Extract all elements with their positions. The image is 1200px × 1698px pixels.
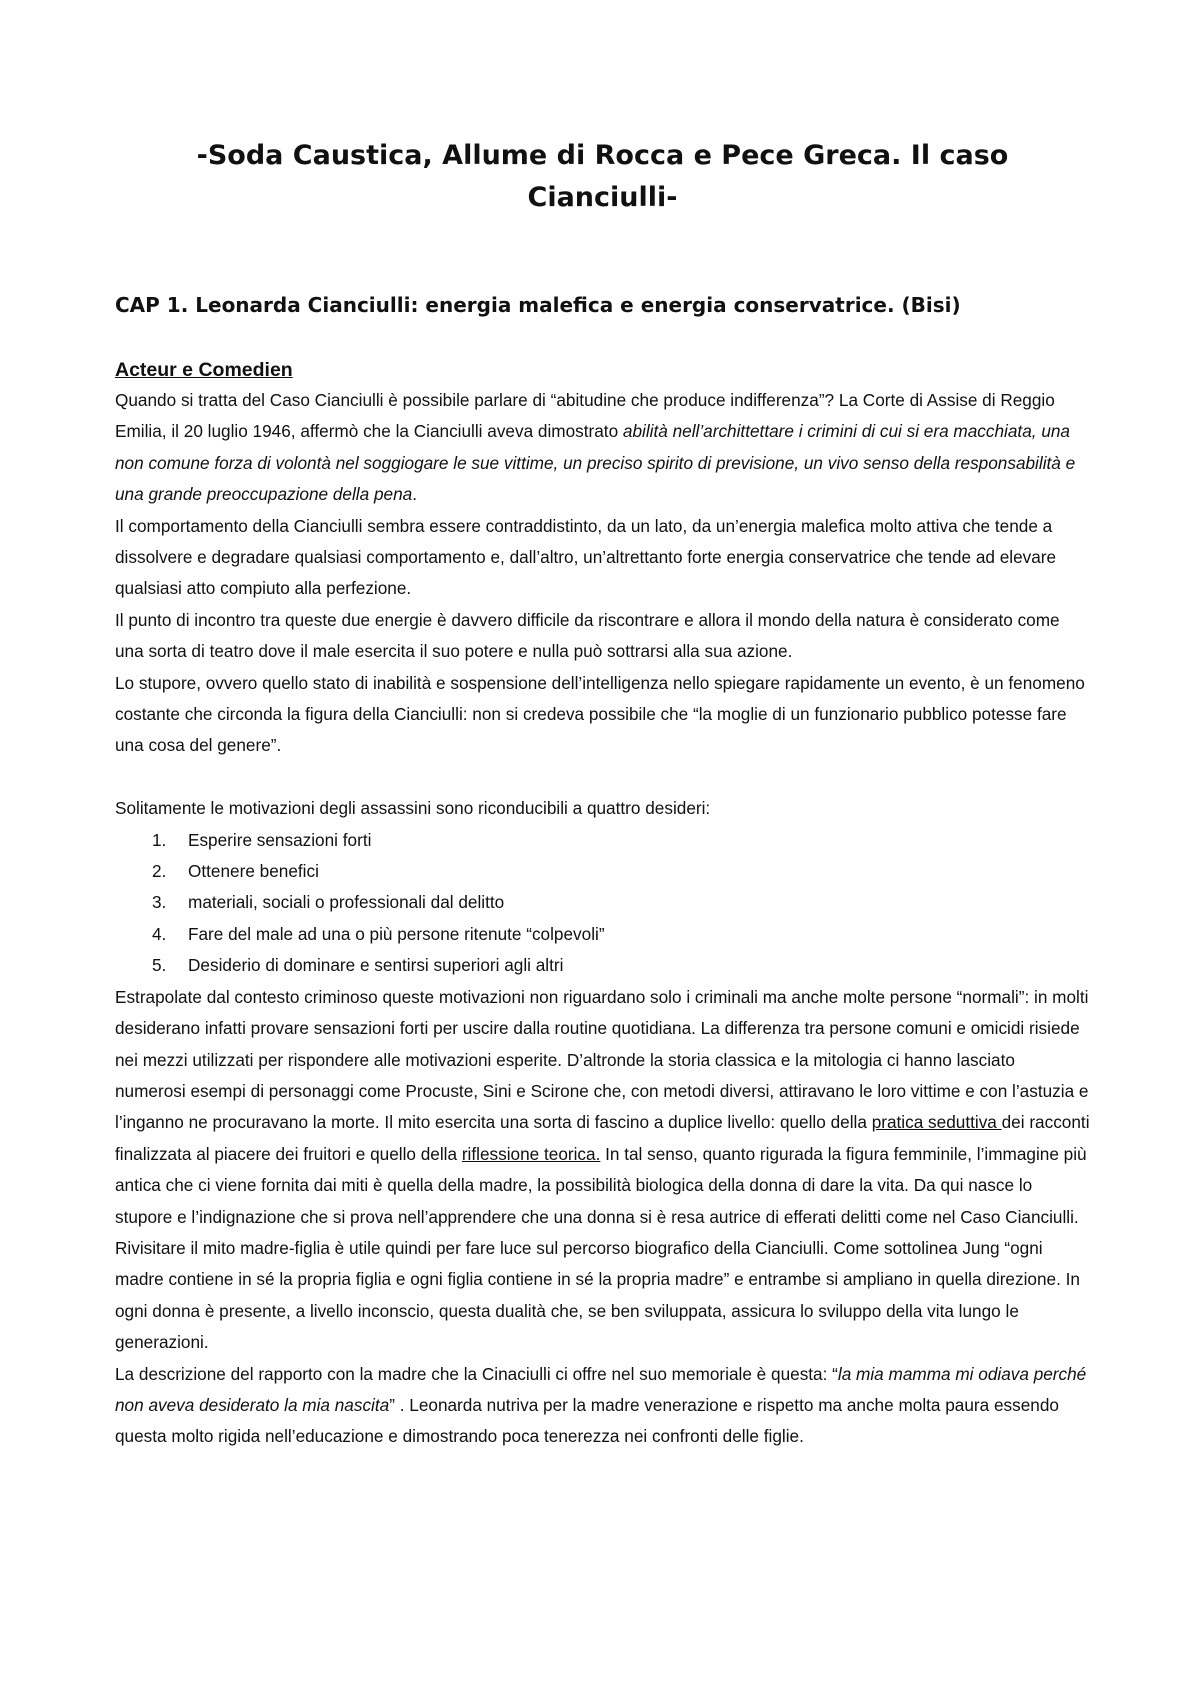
list-number: 5. (152, 955, 167, 976)
paragraph-estrapolate (115, 982, 1090, 1233)
paragraph-text: ” . Leonarda nutriva per la madre venerazione e rispetto ma anche molta paura essendo questa molto rigida nell’educazione e dimostrando poca tenerezza nei confronti delle figlie. (115, 1394, 1059, 1447)
paragraph-text: La descrizione del rapporto con la madre che la Cinaciulli ci offre nel suo memoriale è questa: “ (115, 1363, 838, 1384)
list-number: 2. (152, 861, 167, 882)
paragraph-punto-incontro: Il punto di incontro tra queste due energie è davvero difficile da riscontrare e allora il mondo della natura è considerato come una sorta di teatro dove il male esercita il suo potere e nulla può sottrarsi alla sua azione. (115, 609, 1060, 662)
paragraph-text: . (412, 484, 417, 505)
paragraph-mito-madre-figlia: Rivisitare il mito madre-figlia è utile quindi per fare luce sul percorso biografico della Cianciulli. Come sottolinea Jung “ogni madre contiene in sé la propria figlia e ogni figlia contiene in sé la propria madre” e entrambe si ampliano in quella direzione. In ogni donna è presente, a livello inconscio, questa dualità che, se ben sviluppata, assicura lo sviluppo della vita lungo le generazioni. (115, 1237, 1080, 1353)
underlined-text: riflessione teorica. (461, 1143, 601, 1164)
chapter-heading: CAP 1. Leonarda Cianciulli: energia malefica e energia conservatrice. (Bisi) (115, 293, 961, 317)
paragraph-text: dei racconti finalizzata al piacere dei fruitori e quello della (115, 1112, 1090, 1164)
list-item (115, 825, 1090, 856)
paragraph-text: In tal senso, quanto rigurada la figura femminile, l’immagine più antica che ci viene fornita dai miti è quella della madre, la possibilità biologica della donna di dare la vita. Da qui nasce lo stupore e l’indignazione che si prova nell’apprendere che una donna si è resa autrice di efferati delitti come nel Caso Cianciulli. (115, 1143, 1087, 1227)
paragraph-motivazioni-intro: Solitamente le motivazioni degli assassini sono riconducibili a quattro desideri: (115, 798, 711, 819)
list-text: Desiderio di dominare e sentirsi superiori agli altri (188, 955, 564, 976)
document-page (115, 135, 1090, 1453)
list-number: 1. (152, 829, 167, 850)
italic-quote: la mia mamma mi odiava perché non aveva desiderato la mia nascita (115, 1363, 1087, 1415)
list-text: Ottenere benefici (188, 861, 319, 882)
list-number: 3. (152, 892, 167, 913)
underlined-text: pratica seduttiva (871, 1112, 1002, 1133)
list-text: Fare del male ad una o più persone ritenute “colpevoli” (188, 923, 605, 944)
paragraph-comportamento: Il comportamento della Cianciulli sembra essere contraddistinto, da un lato, da un’energia malefica molto attiva che tende a dissolvere e degradare qualsiasi comportamento e, dall’altro, un’altrettanto forte energia conservatrice che tende ad elevare qualsiasi atto compiuto alla perfezione. (115, 515, 1057, 599)
motivations-list (115, 825, 1090, 982)
list-item (115, 856, 1090, 887)
list-text: Esperire sensazioni forti (188, 829, 372, 850)
paragraph-gap (115, 762, 1090, 793)
document-title: -Soda Caustica, Allume di Rocca e Pece Greca. Il caso Cianciulli- (196, 140, 1009, 213)
list-number: 4. (152, 923, 167, 944)
italic-quote: abilità nell’archittettare i crimini di cui si era macchiata, una non comune forza di volontà nel soggiogare le sue vittime, un preciso spirito di previsione, un vivo senso della responsabilità e una grande preoccupazione della pena (115, 421, 1076, 505)
paragraph-stupore: Lo stupore, ovvero quello stato di inabilità e sospensione dell’intelligenza nello spiegare rapidamente un evento, è un fenomeno costante che circonda la figura della Cianciulli: non si credeva possibile che “la moglie di un funzionario pubblico potesse fare una cosa del genere”. (115, 672, 1085, 756)
paragraph-text: Estrapolate dal contesto criminoso queste motivazioni non riguardano solo i criminali ma anche molte persone “normali”: in molti desiderano infatti provare sensazioni forti per uscire dalla routine quotidiana. La differenza tra persone comuni e omicidi risiede nei mezzi utilizzati per rispondere alle motivazioni esperite. D’altronde la storia classica e la mitologia ci hanno lasciato numerosi esempi di personaggi come Procuste, Sini e Scirone che, con metodi diversi, attiravano le loro vittime e con l’astuzia e l’inganno ne procuravano la morte. Il mito esercita una sorta di fascino a duplice livello: quello della (115, 986, 1089, 1133)
list-text: materiali, sociali o professionali dal delitto (188, 892, 505, 913)
paragraph-text: Quando si tratta del Caso Cianciulli è possibile parlare di “abitudine che produce indifferenza”? La Corte di Assise di Reggio Emilia, il 20 luglio 1946, affermò che la Cianciulli aveva dimostrato (115, 390, 1055, 442)
list-item (115, 919, 1090, 950)
section-heading: Acteur e Comedien (115, 359, 293, 381)
list-item (115, 887, 1090, 918)
paragraph-corte-assise (115, 385, 1090, 511)
list-item (115, 950, 1090, 981)
paragraph-rapporto-madre (115, 1359, 1090, 1453)
